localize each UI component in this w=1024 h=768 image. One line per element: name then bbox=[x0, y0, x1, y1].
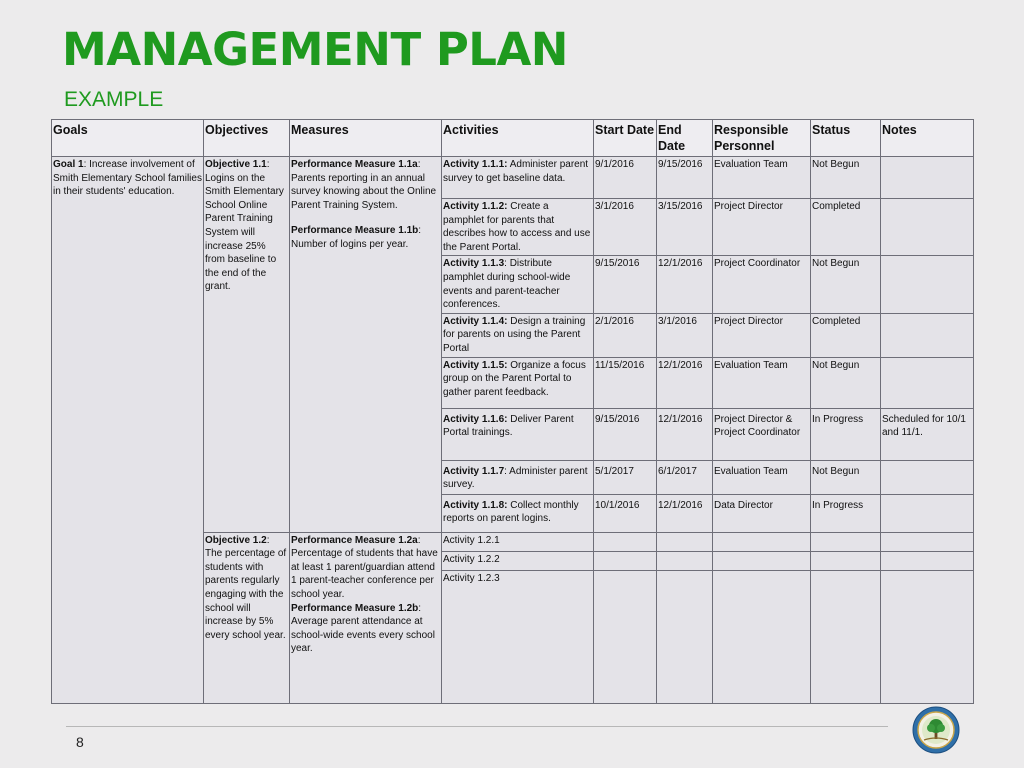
management-plan-table bbox=[51, 119, 974, 704]
status-cell: In Progress bbox=[811, 494, 881, 532]
measures-cell bbox=[290, 532, 442, 703]
personnel-cell: Evaluation Team bbox=[713, 357, 811, 408]
col-header-start-date: Start Date bbox=[594, 120, 657, 157]
header-row bbox=[52, 120, 974, 157]
activity-cell bbox=[442, 408, 594, 460]
table-row bbox=[52, 157, 974, 199]
measure-text: : Parents reporting in an annual survey knowing about the Online Parent Training System. bbox=[291, 159, 437, 211]
notes-cell bbox=[881, 313, 974, 357]
activity-text: Design a training for parents on using the Parent Portal bbox=[443, 315, 586, 354]
objective-label: Objective 1.2 bbox=[205, 534, 267, 546]
objective-cell bbox=[204, 532, 290, 703]
end-date-cell: 12/1/2016 bbox=[657, 357, 713, 408]
end-date-cell: 12/1/2016 bbox=[657, 494, 713, 532]
activity-text: Administer parent survey to get baseline data. bbox=[443, 159, 589, 184]
measure-label: Performance Measure 1.2b bbox=[291, 602, 419, 614]
personnel-cell: Evaluation Team bbox=[713, 157, 811, 199]
end-date-cell bbox=[657, 532, 713, 551]
col-header-goals: Goals bbox=[52, 120, 204, 157]
notes-cell bbox=[881, 532, 974, 551]
start-date-cell: 9/1/2016 bbox=[594, 157, 657, 199]
notes-cell bbox=[881, 551, 974, 570]
activity-label: Activity 1.1.2: bbox=[443, 201, 508, 212]
personnel-cell bbox=[713, 570, 811, 703]
personnel-cell: Project Director bbox=[713, 313, 811, 357]
activity-cell: Activity 1.2.1 bbox=[442, 532, 594, 551]
col-header-responsible-personnel: Responsible Personnel bbox=[713, 120, 811, 157]
activity-text: : Administer parent survey. bbox=[443, 465, 588, 491]
notes-cell bbox=[881, 256, 974, 313]
start-date-cell: 2/1/2016 bbox=[594, 313, 657, 357]
status-cell: Completed bbox=[811, 199, 881, 256]
activity-cell bbox=[442, 199, 594, 256]
measure-label: Performance Measure 1.2a bbox=[291, 534, 418, 546]
status-cell: Completed bbox=[811, 313, 881, 357]
start-date-cell bbox=[594, 570, 657, 703]
activity-label: Activity 1.1.3 bbox=[443, 258, 505, 270]
activity-text: Organize a focus group on the Parent Portal to gather parent feedback. bbox=[443, 359, 586, 398]
activity-label: Activity 1.1.5: bbox=[443, 359, 508, 371]
start-date-cell bbox=[594, 532, 657, 551]
notes-cell bbox=[881, 460, 974, 494]
activity-label: Activity 1.1.1: bbox=[443, 159, 508, 170]
activity-cell bbox=[442, 157, 594, 199]
activity-text: : Distribute pamphlet during school-wide events and parent-teacher conferences. bbox=[443, 258, 571, 311]
start-date-cell: 11/15/2016 bbox=[594, 357, 657, 408]
slide-subtitle: EXAMPLE bbox=[64, 88, 164, 111]
measure-text: : Average parent attendance at school-wide events every school year. bbox=[291, 602, 435, 655]
personnel-cell: Project Director bbox=[713, 199, 811, 256]
activity-text: Collect monthly reports on parent logins. bbox=[443, 499, 579, 525]
personnel-cell: Project Director & Project Coordinator bbox=[713, 408, 811, 460]
objective-cell bbox=[204, 157, 290, 533]
end-date-cell: 12/1/2016 bbox=[657, 408, 713, 460]
status-cell bbox=[811, 570, 881, 703]
status-cell: Not Begun bbox=[811, 256, 881, 313]
status-cell bbox=[811, 551, 881, 570]
personnel-cell: Evaluation Team bbox=[713, 460, 811, 494]
start-date-cell: 9/15/2016 bbox=[594, 256, 657, 313]
activity-label: Activity 1.1.6: bbox=[443, 413, 508, 425]
activity-label: Activity 1.1.8: bbox=[443, 499, 508, 511]
start-date-cell: 9/15/2016 bbox=[594, 408, 657, 460]
col-header-objectives: Objectives bbox=[204, 120, 290, 157]
start-date-cell: 10/1/2016 bbox=[594, 494, 657, 532]
footer-divider bbox=[66, 726, 888, 727]
measure-text: : Number of logins per year. bbox=[291, 225, 422, 250]
notes-cell: Scheduled for 10/1 and 11/1. bbox=[881, 408, 974, 460]
activity-cell: Activity 1.2.3 bbox=[442, 570, 594, 703]
activity-cell bbox=[442, 357, 594, 408]
goal-cell bbox=[52, 157, 204, 704]
activity-cell bbox=[442, 313, 594, 357]
start-date-cell bbox=[594, 551, 657, 570]
start-date-cell: 5/1/2017 bbox=[594, 460, 657, 494]
department-of-education-seal-icon bbox=[912, 706, 960, 754]
slide-title: MANAGEMENT PLAN bbox=[62, 23, 568, 76]
end-date-cell: 9/15/2016 bbox=[657, 157, 713, 199]
notes-cell bbox=[881, 570, 974, 703]
end-date-cell bbox=[657, 551, 713, 570]
activity-label: Activity 1.1.4: bbox=[443, 315, 508, 327]
status-cell: In Progress bbox=[811, 408, 881, 460]
col-header-notes: Notes bbox=[881, 120, 974, 157]
activity-label: Activity 1.1.7 bbox=[443, 465, 505, 477]
objective-text: : The percentage of students with parents regularly engaging with the school will increase by 5% every school year. bbox=[205, 534, 287, 641]
activity-cell: Activity 1.2.2 bbox=[442, 551, 594, 570]
page-number: 8 bbox=[76, 734, 84, 750]
activity-text: Deliver Parent Portal trainings. bbox=[443, 413, 574, 439]
objective-text: : Logins on the Smith Elementary School Online Parent Training System will increase 25% from baseline to the end of the grant. bbox=[205, 159, 284, 293]
status-cell: Not Begun bbox=[811, 357, 881, 408]
notes-cell bbox=[881, 157, 974, 199]
activity-cell bbox=[442, 494, 594, 532]
notes-cell bbox=[881, 494, 974, 532]
measures-cell bbox=[290, 157, 442, 533]
notes-cell bbox=[881, 357, 974, 408]
personnel-cell: Project Coordinator bbox=[713, 256, 811, 313]
status-cell: Not Begun bbox=[811, 460, 881, 494]
status-cell: Not Begun bbox=[811, 157, 881, 199]
goal-label: Goal 1 bbox=[53, 159, 84, 170]
col-header-status: Status bbox=[811, 120, 881, 157]
end-date-cell bbox=[657, 570, 713, 703]
status-cell bbox=[811, 532, 881, 551]
end-date-cell: 6/1/2017 bbox=[657, 460, 713, 494]
end-date-cell: 3/15/2016 bbox=[657, 199, 713, 256]
col-header-measures: Measures bbox=[290, 120, 442, 157]
measure-text: : Percentage of students that have at least 1 parent/guardian attend 1 parent-teacher conference per school year. bbox=[291, 534, 438, 600]
notes-cell bbox=[881, 199, 974, 256]
activity-text: Create a pamphlet for parents that describes how to access and use the Parent Portal. bbox=[443, 201, 591, 253]
start-date-cell: 3/1/2016 bbox=[594, 199, 657, 256]
col-header-activities: Activities bbox=[442, 120, 594, 157]
goal-text: : Increase involvement of Smith Elementary School families in their students' education. bbox=[53, 159, 202, 198]
personnel-cell: Data Director bbox=[713, 494, 811, 532]
personnel-cell bbox=[713, 551, 811, 570]
end-date-cell: 12/1/2016 bbox=[657, 256, 713, 313]
personnel-cell bbox=[713, 532, 811, 551]
activity-cell bbox=[442, 256, 594, 313]
end-date-cell: 3/1/2016 bbox=[657, 313, 713, 357]
measure-label: Performance Measure 1.1b bbox=[291, 225, 419, 237]
col-header-end-date: End Date bbox=[657, 120, 713, 157]
activity-cell bbox=[442, 460, 594, 494]
measure-label: Performance Measure 1.1a bbox=[291, 159, 418, 170]
objective-label: Objective 1.1 bbox=[205, 159, 267, 170]
